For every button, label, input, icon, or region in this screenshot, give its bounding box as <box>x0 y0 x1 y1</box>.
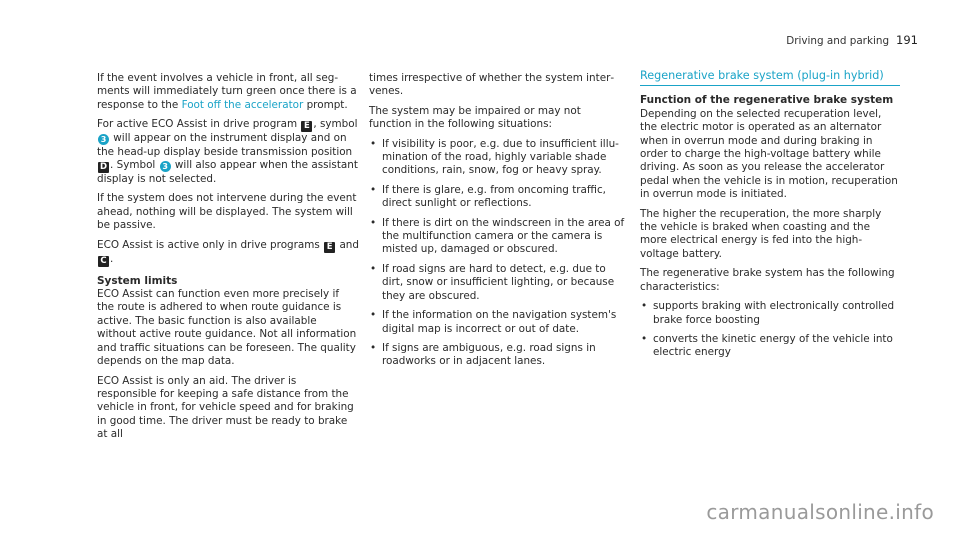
drive-program-c-icon: C <box>98 256 109 267</box>
text: . <box>110 252 114 265</box>
callout-3-icon: 3 <box>160 161 171 172</box>
section-name: Driving and parking <box>786 35 890 47</box>
paragraph: times irrespective of whether the system intervenes. <box>369 72 615 98</box>
paragraph: The regenerative brake system has the following characteristics: <box>640 267 895 293</box>
callout-3-icon: 3 <box>98 134 109 145</box>
transmission-d-icon: D <box>99 162 108 173</box>
paragraph: Depending on the selected recuperation level, the electric motor is operated as an alternator when in overrun mode and during braking in order to charge the high-voltage battery while driving. As soon as you release the accelerator pedal when the vehicle is in motion, recuperation in overrun mode is initiated. <box>640 107 898 201</box>
section-title: Regenerative brake system (plug-in hybrid) <box>640 69 900 86</box>
text: will appear on the instrument display and on the head-up display beside transmission position <box>97 132 353 158</box>
drive-program-e-icon: E <box>301 121 312 132</box>
page-number: 191 <box>896 33 918 47</box>
column-left <box>97 72 359 448</box>
subheading-system-limits: System limits <box>97 274 178 287</box>
list-item: • If visibility is poor, e.g. due to insufficient illumination of the road, highly variable shade conditions, rain, snow, fog or heavy spray. <box>369 138 626 178</box>
column-middle <box>369 72 626 375</box>
column-right <box>640 69 900 366</box>
page-header <box>786 34 918 48</box>
paragraph: ECO Assist can function even more precisely if the route is adhered to when route guidance is active. The basic function is also available without active route guidance. Not all information and traffic situations can be foreseen. The quality depends on the map data. <box>97 288 357 368</box>
text: will also appear when the assistant display is not selected. <box>97 159 358 186</box>
text: ECO Assist is active only in drive programs <box>97 238 324 251</box>
paragraph: The system may be impaired or may not function in the following situations: <box>369 104 581 131</box>
paragraph: The higher the recuperation, the more sharply the vehicle is braked when coasting and the more electrical energy is fed into the high-voltage battery. <box>640 207 882 260</box>
text: If the event involves a vehicle in front, all segments will immediately turn green once there is a response to the <box>97 72 357 111</box>
list-item: • converts the kinetic energy of the vehicle into electric energy <box>640 333 900 360</box>
text: For active ECO Assist in drive program <box>97 118 301 131</box>
list-item: • If there is glare, e.g. from oncoming traffic, direct sunlight or reflections. <box>369 184 626 211</box>
characteristics-list <box>640 300 900 360</box>
foot-off-accelerator-link[interactable]: Foot off the accelerator <box>181 98 304 111</box>
paragraph <box>97 239 359 267</box>
list-item: • If there is dirt on the windscreen in the area of the multifunction camera or the camera is misted up, damaged or obscured. <box>369 217 626 257</box>
limitations-list <box>369 138 626 369</box>
paragraph <box>97 118 359 186</box>
text: . Symbol <box>110 159 159 172</box>
paragraph: ECO Assist is only an aid. The driver is responsible for keeping a safe distance from the vehicle in front, for vehicle speed and for braking in good time. The driver must be ready to brake at all <box>97 374 354 441</box>
list-item: • If signs are ambiguous, e.g. road signs in roadworks or in adjacent lanes. <box>369 342 626 369</box>
list-item: • If road signs are hard to detect, e.g. due to dirt, snow or insufficient lighting, or because they are obscured. <box>369 263 626 303</box>
text: prompt. <box>303 98 348 111</box>
list-item: • If the information on the navigation system's digital map is incorrect or out of date. <box>369 309 626 336</box>
text: , symbol <box>313 118 358 131</box>
drive-program-e-icon: E <box>324 242 335 253</box>
watermark: carmanualsonline.info <box>706 499 934 524</box>
list-item: • supports braking with electronically controlled brake force boosting <box>640 300 900 327</box>
paragraph: If the system does not intervene during the event ahead, nothing will be displayed. The system will be passive. <box>97 192 357 232</box>
subheading-function: Function of the regenerative brake system <box>640 94 894 107</box>
text: and <box>336 238 359 251</box>
paragraph <box>97 72 359 112</box>
